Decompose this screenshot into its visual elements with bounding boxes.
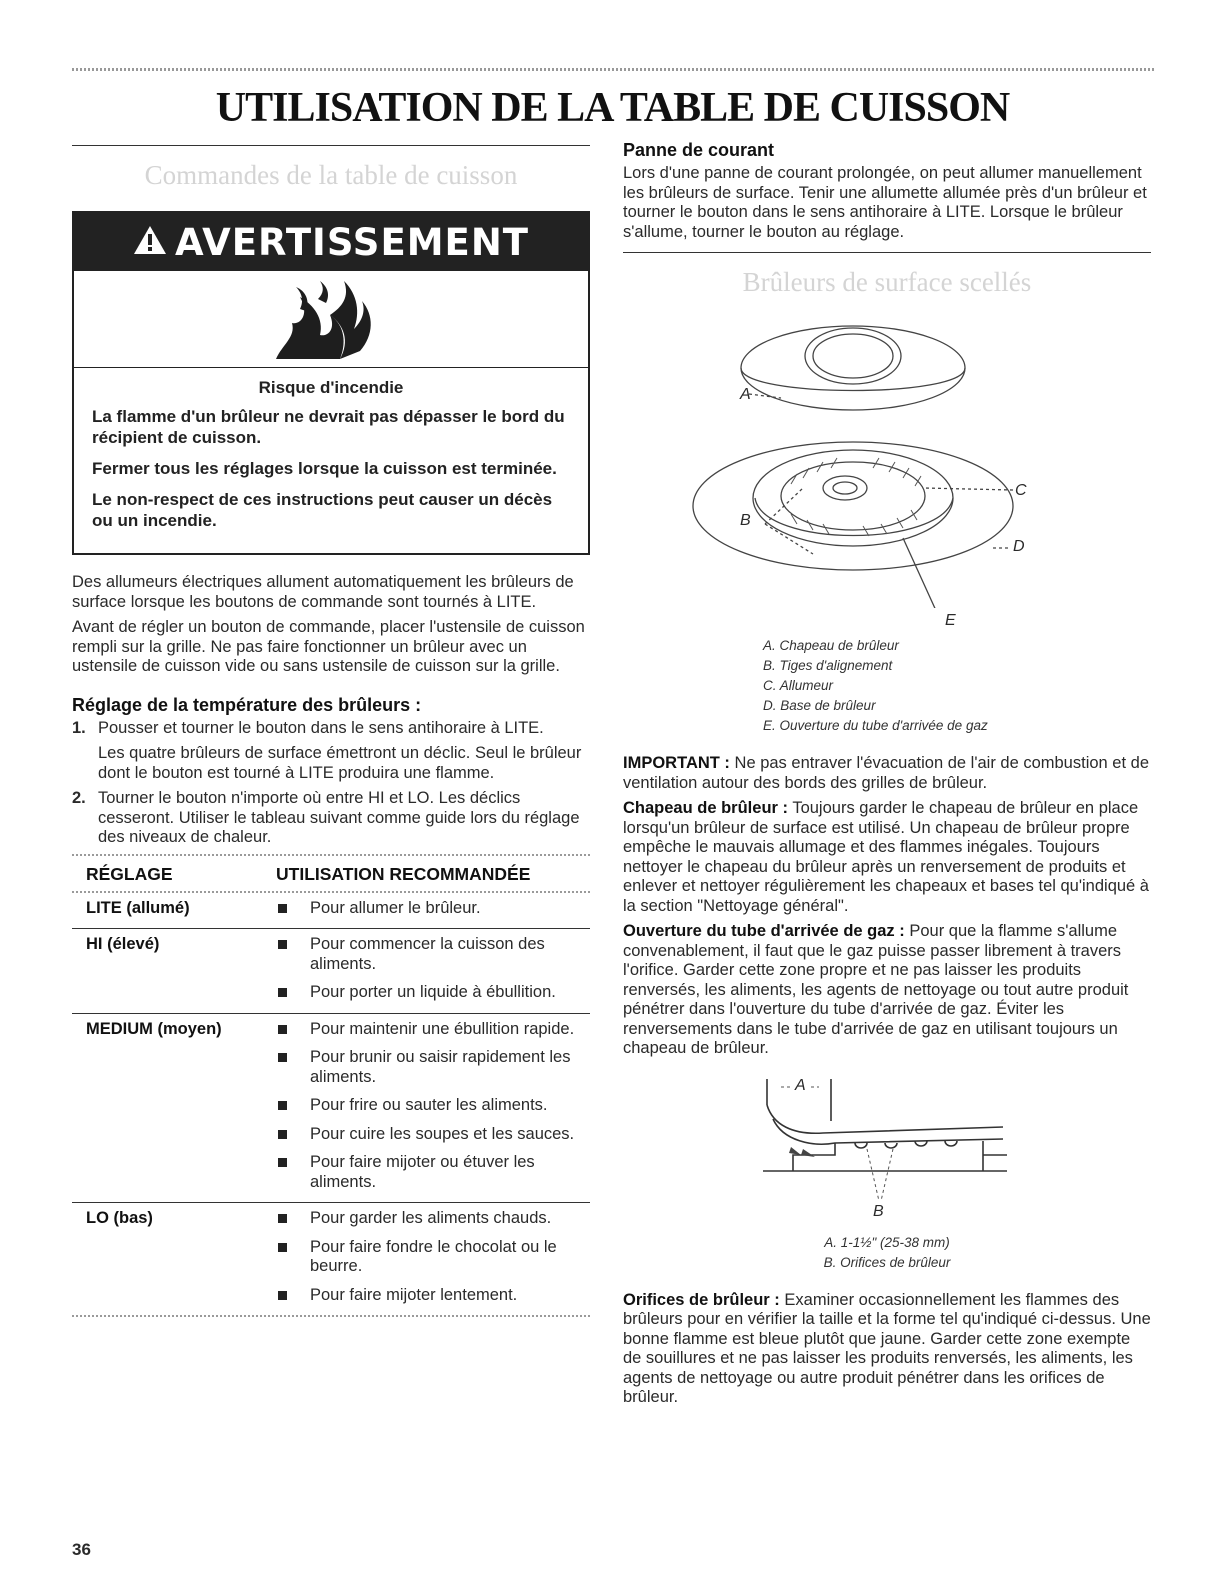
callout-c: C [1015,482,1027,499]
burner-diagram [623,308,1151,629]
paragraph-gas-tube [623,922,1151,1059]
row-level: HI (élevé) [86,935,160,953]
table-row [72,1203,590,1315]
use-item: Pour cuire les soupes et les sauces. [274,1125,590,1145]
burner-diagram-drawing [623,308,1151,608]
page-number: 36 [72,1540,91,1559]
use-item: Pour commencer la cuisson des aliments. [274,935,590,974]
table-row [72,893,590,930]
step-1-detail: Les quatre brûleurs de surface émettront un déclic. Seul le brûleur dont le bouton est tourné à LITE produira une flamme. [98,744,582,782]
row-uses [274,1209,590,1307]
warning-risk: Risque d'incendie [258,378,404,397]
callout-b: B [873,1202,884,1220]
right-column [623,140,1151,1408]
callout-d: D [1013,538,1025,555]
table-header [72,856,590,891]
warning-title: AVERTISSEMENT [174,220,530,264]
row-uses [274,935,590,1005]
text-gas-tube: Pour que la flamme s'allume convenablement, il faut que le gaz puisse passer librement à travers l'orifice. Garder cette zone propre et ne pas laisser les produits renversés, les aliments, les agents de nettoyage ou tout autre produit pénétrer dans l'ouverture du tube d'arrivée de gaz. Éviter les renversements dans le tube d'arrivée de gaz en utilisant toujours un chapeau de brûleur. [623,922,1129,1057]
callout-b: B [740,512,751,529]
left-column [72,145,590,1317]
lead-burner-cap: Chapeau de brûleur : [623,799,789,817]
warning-header [74,213,588,271]
callout-e: E [945,612,956,629]
section-heading-controls: Commandes de la table de cuisson [144,160,518,190]
use-item: Pour frire ou sauter les aliments. [274,1096,590,1116]
page-title: UTILISATION DE LA TABLE DE CUISSON [215,85,1010,131]
text-orifices: Examiner occasionnellement les flammes des brûleurs pour en vérifier la taille et la forme tel qu'indiqué ci-dessus. Une bonne flamme est bleue plutôt que jaune. Garder cette zone exempte de souillures et ne pas laisser les produits renversés, les aliments, les agents de nettoyage ou autre produit pénétrer dans les orifices de brûleur. [623,1290,1151,1406]
step-1 [72,719,590,739]
paragraph-orifices [623,1291,1151,1408]
legend-item: E. Ouverture du tube d'arrivée de gaz [763,718,988,733]
step-number: 2. [72,789,86,807]
use-item: Pour faire fondre le chocolat ou le beurre. [274,1238,590,1277]
orifice-diagram [623,1075,1151,1225]
text-important: Ne pas entraver l'évacuation de l'air de combustion et de ventilation autour des bords des grilles de brûleur. [623,754,1149,792]
text-burner-cap: Toujours garder le chapeau de brûleur en place lorsqu'un brûleur de surface est utilisé. Un chapeau de brûleur propre empêche le mauvais allumage et des flammes inégales. Toujours nettoyer le chapeau du brûleur après un renversement de produits et enlever et nettoyer régulièrement les chapeaux et bases tel qu'indiqué à la section "Nettoyage général". [623,799,1149,915]
use-item: Pour porter un liquide à ébullition. [274,983,590,1003]
warning-triangle-icon [133,221,167,264]
row-level: LO (bas) [86,1209,153,1227]
subhead-temperature: Réglage de la température des brûleurs : [72,694,422,715]
step-number: 1. [72,718,86,737]
table-bottom-rule [72,1315,590,1317]
subhead-power-outage: Panne de courant [623,140,775,160]
step-text: Tourner le bouton n'importe où entre HI et LO. Les déclics cesseront. Utiliser le tableau suivant comme guide lors du réglage des niveaux de chaleur. [98,789,580,846]
warning-box [72,211,590,555]
warning-line: La flamme d'un brûleur ne devrait pas dépasser le bord du récipient de cuisson. [92,407,565,447]
step-2 [72,789,590,848]
callout-a: A [740,386,751,403]
section-rule [623,252,1151,253]
warning-body [74,368,588,553]
paragraph-important [623,754,1151,793]
paragraph-burner-cap [623,799,1151,916]
table-row [72,929,590,1014]
legend-item: A. Chapeau de brûleur [763,638,899,653]
burner-legend [763,636,1151,736]
row-level: LITE (allumé) [86,898,190,917]
legend-item: D. Base de brûleur [763,698,876,713]
step-text: Pousser et tourner le bouton dans le sens antihoraire à LITE. [98,718,544,737]
lead-gas-tube: Ouverture du tube d'arrivée de gaz : [623,922,905,940]
use-item: Pour faire mijoter lentement. [274,1286,590,1306]
warning-line: Le non-respect de ces instructions peut causer un décès ou un incendie. [92,490,553,530]
lead-important: IMPORTANT : [623,754,730,772]
warning-line: Fermer tous les réglages lorsque la cuisson est terminée. [92,459,557,478]
callout-a: A [795,1076,806,1094]
paragraph-igniters: Des allumeurs électriques allument automatiquement les brûleurs de surface lorsque les boutons de commande sont tournés à LITE. [72,573,574,611]
use-item: Pour allumer le brûleur. [274,899,590,919]
legend-item: A. 1-1½" (25-38 mm) [824,1234,950,1250]
section-rule [72,145,590,146]
orifice-legend [623,1233,1151,1273]
legend-item: B. Orifices de brûleur [823,1254,951,1270]
legend-item: B. Tiges d'alignement [763,658,893,673]
table-header-setting: RÉGLAGE [86,863,173,884]
top-dotted-rule [72,68,1154,71]
fire-icon [270,279,380,361]
orifice-diagram-drawing [623,1075,1151,1225]
use-item: Pour faire mijoter ou étuver les aliments. [274,1153,590,1192]
table-header-use: UTILISATION RECOMMANDÉE [276,863,531,884]
use-item: Pour garder les aliments chauds. [274,1209,590,1229]
lead-orifices: Orifices de brûleur : [623,1290,780,1309]
use-item: Pour maintenir une ébullition rapide. [274,1020,590,1040]
section-heading-burners: Brûleurs de surface scellés [742,267,1032,297]
fire-area [74,271,588,368]
table-row [72,1014,590,1204]
row-uses [274,1020,590,1195]
row-level: MEDIUM (moyen) [86,1019,222,1038]
row-uses [274,899,590,921]
legend-item: C. Allumeur [763,678,834,693]
paragraph-power-outage: Lors d'une panne de courant prolongée, on peut allumer manuellement les brûleurs de surface. Tenir une allumette allumée près d'un brûleur et tourner le bouton dans le sens antihoraire à LITE. Lorsque le brûleur s'allume, tourner le bouton au réglage. [623,164,1147,241]
use-item: Pour brunir ou saisir rapidement les aliments. [274,1048,590,1087]
paragraph-before-setting: Avant de régler un bouton de commande, placer l'ustensile de cuisson rempli sur la grille. Ne pas faire fonctionner un brûleur avec un ustensile de cuisson vide ou sans ustensile de cuisson sur la grille. [72,618,585,675]
